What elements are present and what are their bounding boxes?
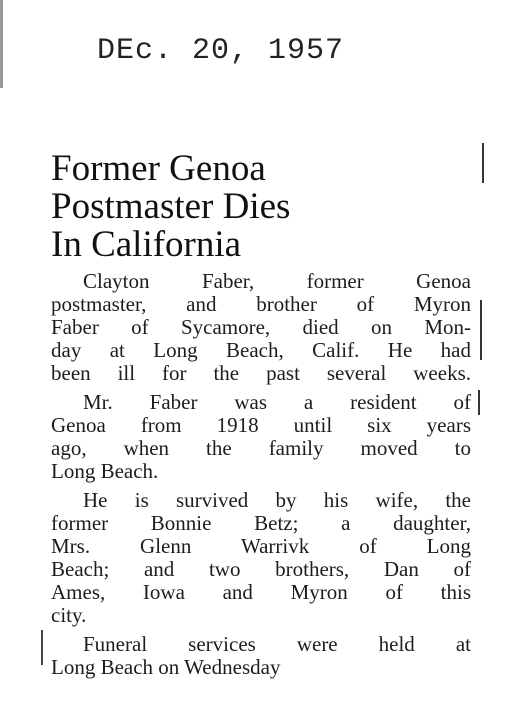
article-line: ago, when the family moved to xyxy=(51,436,471,460)
article-line: Long Beach on Wednesday xyxy=(51,655,281,679)
headline-line: Postmaster Dies xyxy=(51,186,291,227)
article-line: He is survived by his wife, the xyxy=(83,488,471,512)
article-paragraph xyxy=(51,489,471,627)
article-paragraph xyxy=(51,270,471,385)
article-line: former Bonnie Betz; a daughter, xyxy=(51,511,471,535)
column-rule xyxy=(480,300,482,360)
article-line: Long Beach. xyxy=(51,459,159,483)
article-line: city. xyxy=(51,603,87,627)
newspaper-clipping xyxy=(51,150,471,685)
article-line: postmaster, and brother of Myron xyxy=(51,292,471,316)
column-rule xyxy=(478,390,480,415)
article-line: Genoa from 1918 until six years xyxy=(51,413,471,437)
headline-line: In California xyxy=(51,224,242,265)
article-line: Faber of Sycamore, died on Mon- xyxy=(51,315,471,339)
article-line: been ill for the past several weeks. xyxy=(51,361,471,385)
article-line: Mr. Faber was a resident of xyxy=(83,390,471,414)
article-body xyxy=(51,270,471,679)
clipping-cut-edge xyxy=(0,712,507,720)
article-line: day at Long Beach, Calif. He had xyxy=(51,338,471,362)
article-line: Beach; and two brothers, Dan of xyxy=(51,557,471,581)
article-line: Funeral services were held at xyxy=(83,632,471,656)
headline xyxy=(51,150,471,264)
column-rule xyxy=(41,630,43,665)
headline-line: Former Genoa xyxy=(51,148,266,189)
article-line: Clayton Faber, former Genoa xyxy=(83,269,471,293)
article-line: Mrs. Glenn Warrivk of Long xyxy=(51,534,471,558)
column-rule xyxy=(482,143,484,183)
article-line: Ames, Iowa and Myron of this xyxy=(51,580,471,604)
article-paragraph xyxy=(51,633,471,679)
article-paragraph xyxy=(51,391,471,483)
scan-edge-mark xyxy=(0,0,3,88)
date-stamp: DEc. 20, 1957 xyxy=(97,34,345,68)
